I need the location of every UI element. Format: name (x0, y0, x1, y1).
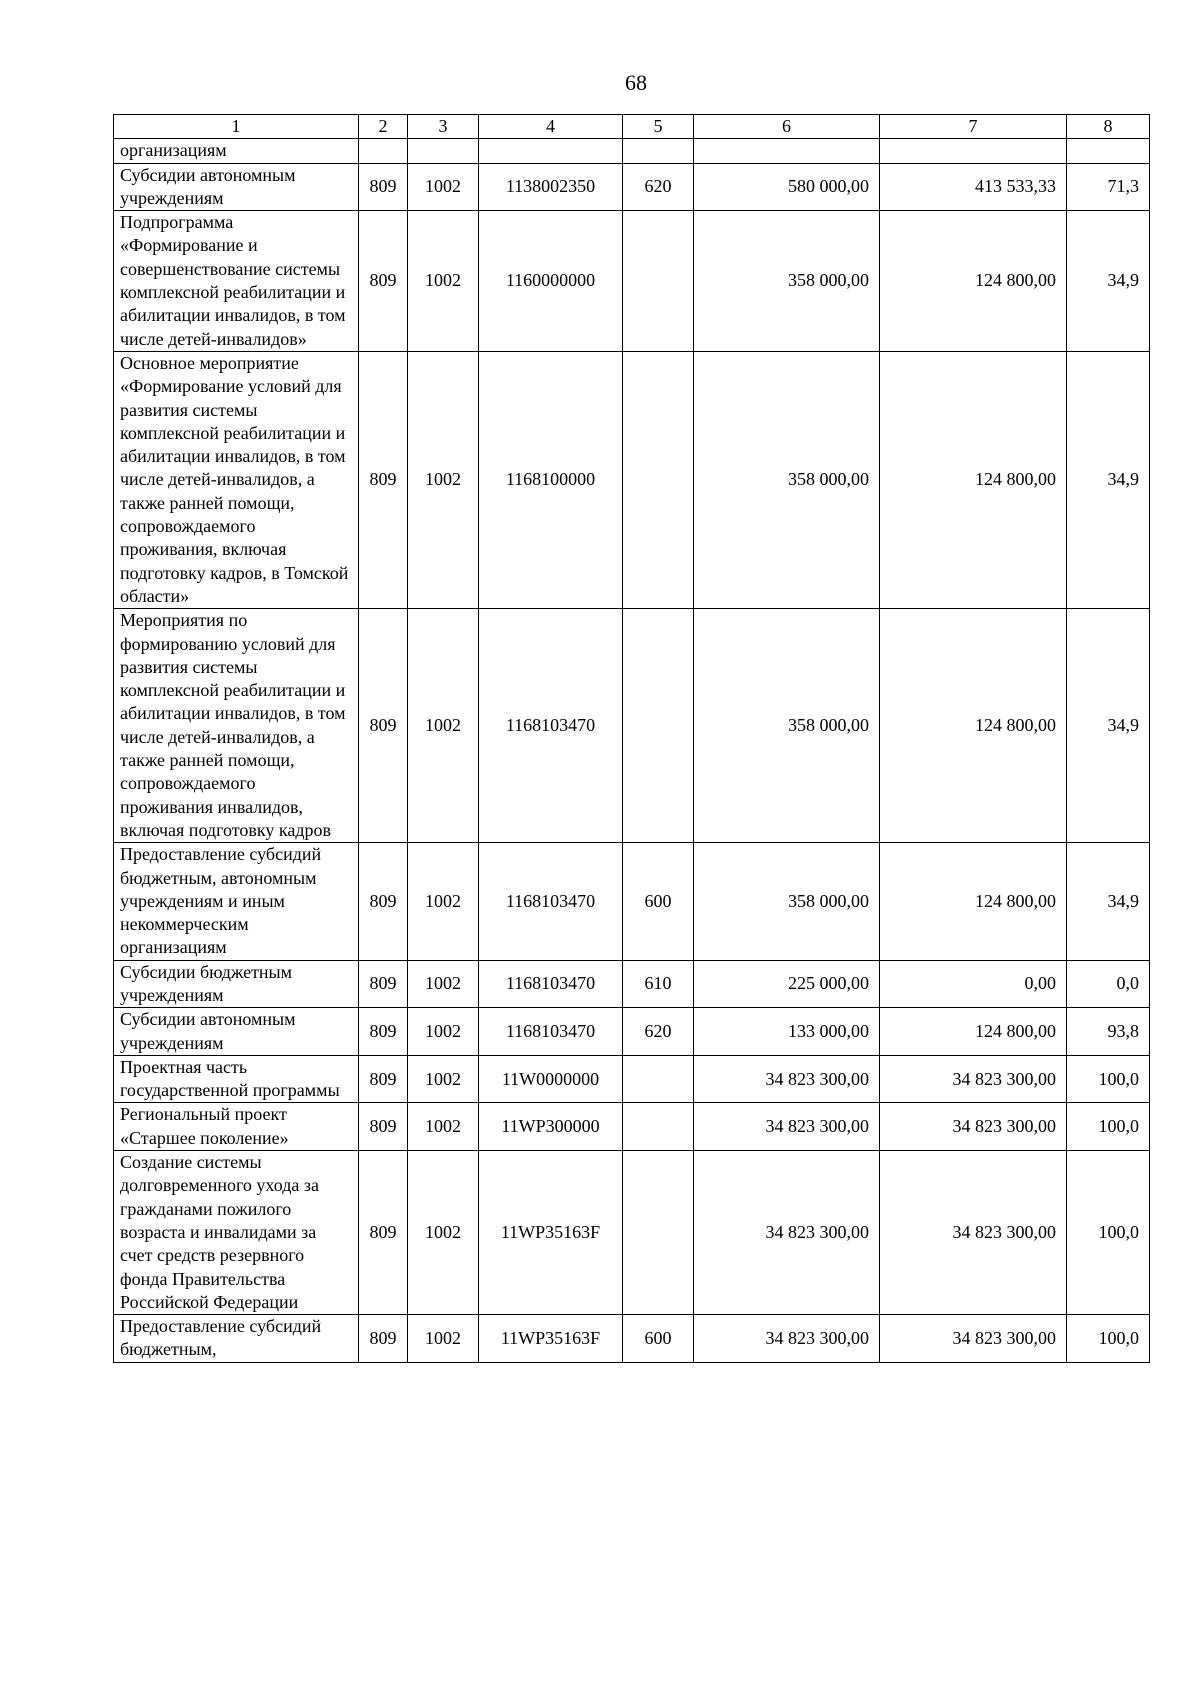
row-name: Предоставление субсидий бюджетным, автономным учреждениям и иным некоммерческим организациям (114, 843, 359, 960)
code-target: 11WP300000 (479, 1103, 623, 1151)
code-target: 11WP35163F (479, 1151, 623, 1315)
code-expense-type (623, 609, 694, 843)
header-row (114, 115, 1150, 139)
code-section: 1002 (408, 1055, 479, 1103)
code-section: 1002 (408, 1008, 479, 1056)
code-ministry (359, 139, 408, 163)
percent-executed: 34,9 (1067, 351, 1150, 608)
code-section: 1002 (408, 1151, 479, 1315)
code-target: 1168100000 (479, 351, 623, 608)
percent-executed: 93,8 (1067, 1008, 1150, 1056)
table-row (114, 211, 1150, 352)
code-target (479, 139, 623, 163)
amount-planned: 358 000,00 (694, 843, 880, 960)
percent-executed: 34,9 (1067, 211, 1150, 352)
header-cell: 4 (479, 115, 623, 139)
code-section: 1002 (408, 1103, 479, 1151)
percent-executed (1067, 139, 1150, 163)
code-section: 1002 (408, 351, 479, 608)
amount-executed: 34 823 300,00 (880, 1151, 1067, 1315)
table-row (114, 1315, 1150, 1363)
amount-planned: 580 000,00 (694, 163, 880, 211)
code-target: 11W0000000 (479, 1055, 623, 1103)
row-name: Субсидии автономным учреждениям (114, 163, 359, 211)
percent-executed: 0,0 (1067, 960, 1150, 1008)
table-row (114, 1151, 1150, 1315)
table-row (114, 351, 1150, 608)
percent-executed: 34,9 (1067, 609, 1150, 843)
code-ministry: 809 (359, 1315, 408, 1363)
amount-executed: 124 800,00 (880, 211, 1067, 352)
header-cell: 1 (114, 115, 359, 139)
amount-executed: 124 800,00 (880, 351, 1067, 608)
header-cell: 5 (623, 115, 694, 139)
code-ministry: 809 (359, 1008, 408, 1056)
row-name: Основное мероприятие «Формирование условий для развития системы комплексной реабилитации и абилитации инвалидов, в том числе детей-инвалидов, а также ранней помощи, сопровождаемого проживания, включая подготовку кадров, в Томской области» (114, 351, 359, 608)
table-row (114, 1008, 1150, 1056)
percent-executed: 71,3 (1067, 163, 1150, 211)
code-expense-type: 610 (623, 960, 694, 1008)
code-ministry: 809 (359, 843, 408, 960)
header-cell: 7 (880, 115, 1067, 139)
code-target: 1168103470 (479, 843, 623, 960)
code-target: 1160000000 (479, 211, 623, 352)
table-row (114, 843, 1150, 960)
row-name: Региональный проект «Старшее поколение» (114, 1103, 359, 1151)
code-expense-type: 620 (623, 163, 694, 211)
amount-planned (694, 139, 880, 163)
amount-planned: 358 000,00 (694, 211, 880, 352)
header-cell: 2 (359, 115, 408, 139)
header-cell: 6 (694, 115, 880, 139)
row-name: Создание системы долговременного ухода за гражданами пожилого возраста и инвалидами за счет средств резервного фонда Правительства Российской Федерации (114, 1151, 359, 1315)
table-row (114, 139, 1150, 163)
code-section: 1002 (408, 960, 479, 1008)
code-expense-type: 620 (623, 1008, 694, 1056)
code-section: 1002 (408, 211, 479, 352)
code-expense-type (623, 351, 694, 608)
row-name: Проектная часть государственной программы (114, 1055, 359, 1103)
amount-executed: 34 823 300,00 (880, 1055, 1067, 1103)
code-ministry: 809 (359, 1055, 408, 1103)
amount-executed: 0,00 (880, 960, 1067, 1008)
amount-planned: 358 000,00 (694, 351, 880, 608)
page-number: 68 (625, 70, 647, 95)
code-section: 1002 (408, 163, 479, 211)
code-target: 1168103470 (479, 1008, 623, 1056)
table-row (114, 163, 1150, 211)
amount-executed: 413 533,33 (880, 163, 1067, 211)
row-name: Предоставление субсидий бюджетным, (114, 1315, 359, 1363)
percent-executed: 100,0 (1067, 1103, 1150, 1151)
header-cell: 3 (408, 115, 479, 139)
code-expense-type: 600 (623, 1315, 694, 1363)
table-row (114, 609, 1150, 843)
row-name: организациям (114, 139, 359, 163)
code-section: 1002 (408, 1315, 479, 1363)
code-ministry: 809 (359, 163, 408, 211)
code-target: 1168103470 (479, 960, 623, 1008)
code-target: 1168103470 (479, 609, 623, 843)
amount-executed: 34 823 300,00 (880, 1103, 1067, 1151)
code-expense-type (623, 1055, 694, 1103)
percent-executed: 34,9 (1067, 843, 1150, 960)
code-ministry: 809 (359, 1103, 408, 1151)
row-name: Субсидии автономным учреждениям (114, 1008, 359, 1056)
code-section: 1002 (408, 843, 479, 960)
budget-table (113, 114, 1150, 1363)
code-expense-type: 600 (623, 843, 694, 960)
code-target: 11WP35163F (479, 1315, 623, 1363)
code-expense-type (623, 1151, 694, 1315)
table-row (114, 1055, 1150, 1103)
row-name: Подпрограмма «Формирование и совершенствование системы комплексной реабилитации и абилитации инвалидов, в том числе детей-инвалидов» (114, 211, 359, 352)
code-target: 1138002350 (479, 163, 623, 211)
code-ministry: 809 (359, 351, 408, 608)
table-row (114, 960, 1150, 1008)
code-expense-type (623, 139, 694, 163)
amount-planned: 358 000,00 (694, 609, 880, 843)
amount-planned: 133 000,00 (694, 1008, 880, 1056)
amount-executed: 124 800,00 (880, 1008, 1067, 1056)
amount-executed: 124 800,00 (880, 843, 1067, 960)
percent-executed: 100,0 (1067, 1315, 1150, 1363)
code-expense-type (623, 211, 694, 352)
code-ministry: 809 (359, 1151, 408, 1315)
code-ministry: 809 (359, 211, 408, 352)
amount-executed (880, 139, 1067, 163)
percent-executed: 100,0 (1067, 1151, 1150, 1315)
code-section (408, 139, 479, 163)
code-ministry: 809 (359, 960, 408, 1008)
amount-executed: 124 800,00 (880, 609, 1067, 843)
amount-planned: 34 823 300,00 (694, 1151, 880, 1315)
code-expense-type (623, 1103, 694, 1151)
percent-executed: 100,0 (1067, 1055, 1150, 1103)
amount-planned: 34 823 300,00 (694, 1055, 880, 1103)
code-section: 1002 (408, 609, 479, 843)
amount-planned: 34 823 300,00 (694, 1315, 880, 1363)
amount-planned: 225 000,00 (694, 960, 880, 1008)
row-name: Мероприятия по формированию условий для развития системы комплексной реабилитации и абилитации инвалидов, в том числе детей-инвалидов, а также ранней помощи, сопровождаемого проживания инвалидов, включая подготовку кадров (114, 609, 359, 843)
header-cell: 8 (1067, 115, 1150, 139)
code-ministry: 809 (359, 609, 408, 843)
amount-planned: 34 823 300,00 (694, 1103, 880, 1151)
row-name: Субсидии бюджетным учреждениям (114, 960, 359, 1008)
table-row (114, 1103, 1150, 1151)
amount-executed: 34 823 300,00 (880, 1315, 1067, 1363)
